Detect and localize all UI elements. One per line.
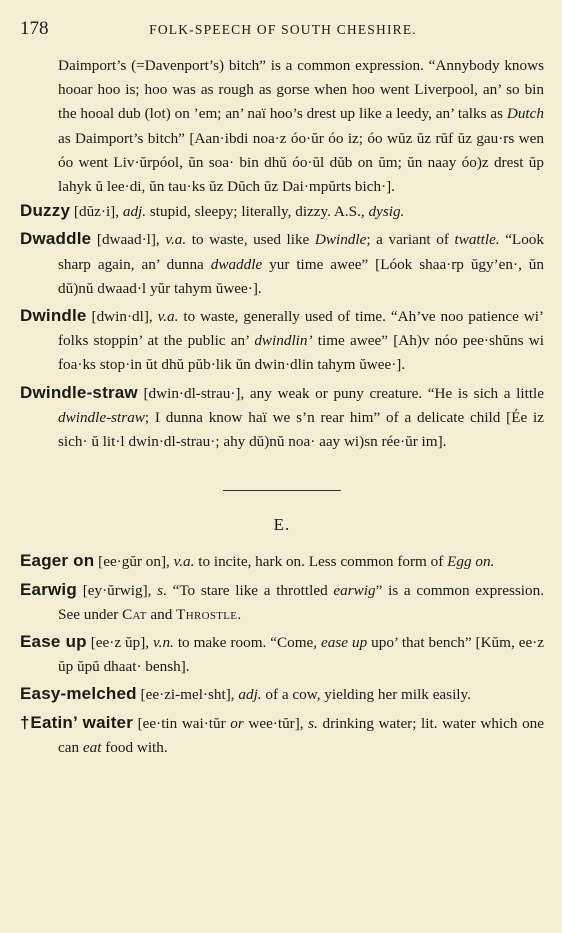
headword: Dwaddle — [20, 229, 92, 249]
running-head — [20, 18, 544, 44]
headword: Duzzy — [20, 201, 71, 221]
entry-eatin-waiter: †Eatin’ waiter [ee·tin wai·tŭr or wee·tŭr], s. drinking water; lit. water which one can eat food with. — [20, 712, 544, 756]
headword: †Eatin’ waiter — [20, 712, 134, 732]
headword: Easy-melched — [20, 684, 137, 704]
entry-eager-on: Eager on [ee·gŭr on], v.a. to incite, hark on. Less common form of Egg on. — [20, 551, 495, 571]
headword: Eager on — [20, 551, 95, 571]
continuation-paragraph: Daimport’s (=Davenport’s) bitch” is a common expression. “Annybody knows hooar hoo is; hoo was as rough as gorse when hoo went Liverpool, an’ so bin the hooal dub (lot) on ’em; an’ naï hoo’s drest up like a leedy, an’ talks as Dutch as Daimport’s bitch” [Aan·ibdi noa·z óo·ŭr óo iz; óo wŭz ŭz rŭf ŭz gau·rs wen óo went Liv·ŭrpóol, ŭn soa· bin dhŭ óo·ŭl dŭb on ŭm; ŭn naay óo)z drest ŭp lahyk ŭ lee·di, ŭn tau·ks ŭz Dŭch ŭz Dai·mpŭrts bich·]. — [58, 57, 544, 196]
headword: Dwindle — [20, 306, 87, 326]
entry-ease-up: Ease up [ee·z ŭp], v.n. to make room. “Come, ease up upo’ that bench” [Kŭm, ee·z ŭp ŭpŭ dhaat· bensh]. — [20, 632, 544, 676]
page-number: 178 — [20, 18, 49, 39]
running-title: FOLK-SPEECH OF SOUTH CHESHIRE. — [149, 22, 417, 37]
entry-dwindle: Dwindle [dwin·dl], v.a. to waste, generally used of time. “Ah’ve noo patience wi’ folks stoppin’ at the public an’ dwindlin’ time awee” [Ah)v nóo pee·shŭns wi foa·ks stop·in ŭt dhŭ pŭb·lik ŭn dwin·dlin tahym ŭwee·]. — [20, 306, 544, 374]
section-letter: E. — [273, 515, 291, 535]
entry-easy-melched: Easy-melched [ee·zi-mel·sht], adj. of a cow, yielding her milk easily. — [20, 684, 471, 704]
headword: Ease up — [20, 632, 87, 652]
entry-duzzy: Duzzy [dŭz·i], adj. stupid, sleepy; literally, dizzy. A.S., dysig. — [20, 201, 405, 221]
entry-earwig: Earwig [ey·ŭrwig], s. “To stare like a throttled earwig” is a common expression. See under Cat and Throstle. — [20, 579, 545, 623]
entry-dwindle-straw: Dwindle-straw [dwin·dl-strau·], any weak or puny creature. “He is sich a little dwindle-straw; I dunna know haï we s’n rear him” of a delicate child [Ée iz sich· ŭ lit·l dwin·dl-strau·; ahy dŭ)nŭ noa· aay wi)sn rée·ŭr im]. — [20, 382, 544, 451]
headword: Dwindle-straw — [20, 382, 138, 402]
section-divider — [223, 490, 341, 491]
headword: Earwig — [20, 579, 77, 599]
entry-dwaddle: Dwaddle [dwaad·l], v.a. to waste, used like Dwindle; a variant of twattle. “Look sharp again, an’ dunna dwaddle yur time awee” [Lóok shaa·rp ŭgy’en·, ŭn dŭ)nŭ dwaad·l yŭr tahym ŭwee·]. — [20, 229, 544, 297]
page-text — [20, 54, 544, 760]
